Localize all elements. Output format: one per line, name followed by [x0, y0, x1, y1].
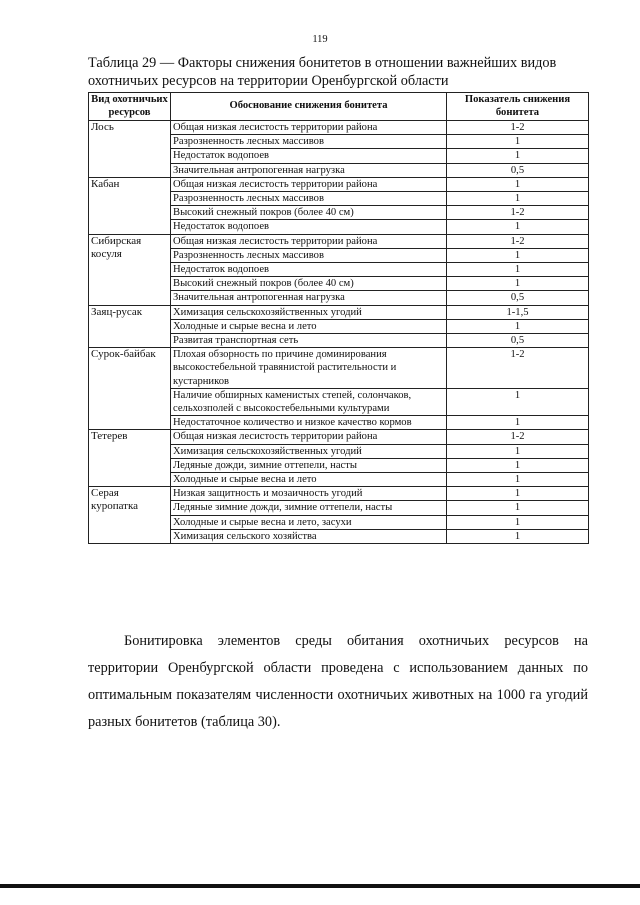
- species-cell: Тетерев: [89, 430, 171, 487]
- value-cell: 1: [447, 501, 589, 515]
- species-cell: Сурок-байбак: [89, 348, 171, 430]
- value-cell: 0,5: [447, 334, 589, 348]
- reason-cell: Высокий снежный покров (более 40 см): [171, 206, 447, 220]
- value-cell: 1: [447, 473, 589, 487]
- reason-cell: Разрозненность лесных массивов: [171, 192, 447, 206]
- table-row: [89, 121, 589, 135]
- reason-cell: Химизация сельскохозяйственных угодий: [171, 305, 447, 319]
- value-cell: 1: [447, 458, 589, 472]
- value-cell: 1: [447, 135, 589, 149]
- value-cell: 1: [447, 149, 589, 163]
- value-cell: 1: [447, 177, 589, 191]
- value-cell: 1-2: [447, 348, 589, 389]
- reason-cell: Недостаток водопоев: [171, 263, 447, 277]
- table-header-row: [89, 93, 589, 121]
- header-reason: Обоснование снижения бонитета: [171, 93, 447, 121]
- table-row: [89, 487, 589, 501]
- table-row: [89, 177, 589, 191]
- value-cell: 1: [447, 319, 589, 333]
- body-paragraph: [88, 628, 588, 736]
- body-paragraph-text: Бонитировка элементов среды обитания охотничьих ресурсов на территории Оренбургской области проведена с использованием данных по оптимальным показателям численности охотничьих животных на 1000 га угодий разных бонитетов (таблица 30).: [88, 633, 588, 730]
- value-cell: 1-2: [447, 234, 589, 248]
- reason-cell: Холодные и сырые весна и лето: [171, 473, 447, 487]
- header-value: Показатель снижения бонитета: [447, 93, 589, 121]
- reason-cell: Ледяные зимние дожди, зимние оттепели, насты: [171, 501, 447, 515]
- reason-cell: Значительная антропогенная нагрузка: [171, 291, 447, 305]
- table-body: [89, 121, 589, 544]
- value-cell: 1-1,5: [447, 305, 589, 319]
- reason-cell: Ледяные дожди, зимние оттепели, насты: [171, 458, 447, 472]
- value-cell: 0,5: [447, 291, 589, 305]
- table-caption: Таблица 29 — Факторы снижения бонитетов в отношении важнейших видов охотничьих ресурсов на территории Оренбургской области: [88, 55, 557, 89]
- reason-cell: Высокий снежный покров (более 40 см): [171, 277, 447, 291]
- value-cell: 1: [447, 444, 589, 458]
- value-cell: 1: [447, 416, 589, 430]
- factors-table: [88, 92, 589, 544]
- reason-cell: Значительная антропогенная нагрузка: [171, 163, 447, 177]
- reason-cell: Общая низкая лесистость территории района: [171, 121, 447, 135]
- reason-cell: Плохая обзорность по причине доминирования высокостебельной травянистой растительности и кустарников: [171, 348, 447, 389]
- table-row: [89, 305, 589, 319]
- reason-cell: Общая низкая лесистость территории района: [171, 430, 447, 444]
- reason-cell: Химизация сельскохозяйственных угодий: [171, 444, 447, 458]
- footer-rule: [0, 884, 640, 888]
- species-cell: Кабан: [89, 177, 171, 234]
- species-cell: Серая куропатка: [89, 487, 171, 544]
- header-species: Вид охотничьих ресурсов: [89, 93, 171, 121]
- reason-cell: Недостаток водопоев: [171, 149, 447, 163]
- value-cell: 1: [447, 388, 589, 415]
- value-cell: 1: [447, 487, 589, 501]
- reason-cell: Недостаточное количество и низкое качество кормов: [171, 416, 447, 430]
- value-cell: 0,5: [447, 163, 589, 177]
- reason-cell: Общая низкая лесистость территории района: [171, 177, 447, 191]
- reason-cell: Развитая транспортная сеть: [171, 334, 447, 348]
- value-cell: 1: [447, 192, 589, 206]
- reason-cell: Разрозненность лесных массивов: [171, 248, 447, 262]
- reason-cell: Холодные и сырые весна и лето: [171, 319, 447, 333]
- value-cell: 1: [447, 529, 589, 543]
- reason-cell: Наличие обширных каменистых степей, солончаков, сельхозполей с высокостебельными культурами: [171, 388, 447, 415]
- value-cell: 1-2: [447, 206, 589, 220]
- reason-cell: Низкая защитность и мозаичность угодий: [171, 487, 447, 501]
- page-number: 119: [312, 34, 328, 45]
- reason-cell: Холодные и сырые весна и лето, засухи: [171, 515, 447, 529]
- value-cell: 1: [447, 263, 589, 277]
- reason-cell: Общая низкая лесистость территории района: [171, 234, 447, 248]
- reason-cell: Химизация сельского хозяйства: [171, 529, 447, 543]
- species-cell: Сибирская косуля: [89, 234, 171, 305]
- value-cell: 1-2: [447, 121, 589, 135]
- reason-cell: Разрозненность лесных массивов: [171, 135, 447, 149]
- value-cell: 1: [447, 220, 589, 234]
- species-cell: Заяц-русак: [89, 305, 171, 348]
- value-cell: 1-2: [447, 430, 589, 444]
- table-row: [89, 234, 589, 248]
- value-cell: 1: [447, 515, 589, 529]
- table-row: [89, 348, 589, 389]
- value-cell: 1: [447, 277, 589, 291]
- reason-cell: Недостаток водопоев: [171, 220, 447, 234]
- value-cell: 1: [447, 248, 589, 262]
- table-row: [89, 430, 589, 444]
- species-cell: Лось: [89, 121, 171, 178]
